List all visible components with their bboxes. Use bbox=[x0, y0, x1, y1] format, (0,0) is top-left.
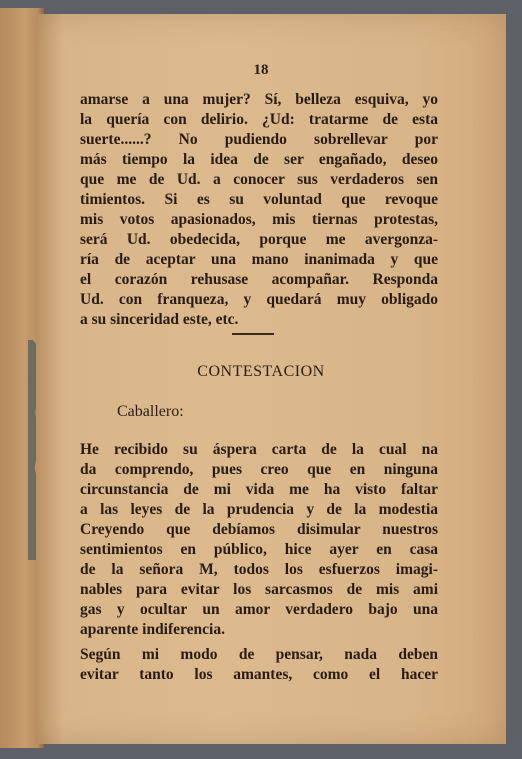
text-line: a su sinceridad este, etc. bbox=[80, 311, 239, 328]
section-divider bbox=[232, 333, 274, 335]
text-line: a las leyes de la prudencia y de la modestia bbox=[80, 501, 438, 518]
text-line: He recibido su áspera carta de la cual na bbox=[80, 441, 438, 458]
text-line: suerte......? No pudiendo sobrellevar por bbox=[80, 131, 438, 148]
text-line: el corazón rehusase acompañar. Responda bbox=[80, 271, 438, 288]
text-line: evitar tanto los amantes, como el hacer bbox=[80, 666, 438, 683]
text-line: aparente indiferencia. bbox=[80, 621, 225, 638]
section-heading: CONTESTACION bbox=[197, 363, 325, 380]
text-line: Según mi modo de pensar, nada deben bbox=[80, 646, 438, 663]
text-line: sentimientos en público, hice ayer en casa bbox=[80, 541, 438, 558]
text-line: Creyendo que debíamos disimular nuestros bbox=[80, 521, 438, 538]
text-line: será Ud. obedecida, porque me avergonza- bbox=[80, 231, 438, 248]
text-line: mis votos apasionados, mis tiernas protestas, bbox=[80, 211, 438, 228]
text-line: que me de Ud. a conocer sus verdaderos sen bbox=[80, 171, 438, 188]
text-line: timientos. Si es su voluntad que revoque bbox=[80, 191, 438, 208]
text-line: circunstancia de mi vida me ha visto faltar bbox=[80, 481, 438, 498]
text-line: da comprendo, pues creo que en ninguna bbox=[80, 461, 438, 478]
text-line: nables para evitar los sarcasmos de mis ami bbox=[80, 581, 438, 598]
text-line: más tiempo la idea de ser engañado, deseo bbox=[80, 151, 438, 168]
text-line: de la señora M, todos los esfuerzos imagi- bbox=[80, 561, 438, 578]
text-line: ría de aceptar una mano inanimada y que bbox=[80, 251, 438, 268]
text-line: amarse a una mujer? Sí, belleza esquiva, yo bbox=[80, 91, 438, 108]
page-number: 18 bbox=[253, 62, 269, 78]
salutation: Caballero: bbox=[117, 403, 184, 420]
text-line: la quería con delirio. ¿Ud: tratarme de esta bbox=[80, 111, 438, 128]
text-line: Ud. con franqueza, y quedará muy obligado bbox=[80, 291, 438, 308]
text-line: gas y ocultar un amor verdadero bajo una bbox=[80, 601, 438, 618]
